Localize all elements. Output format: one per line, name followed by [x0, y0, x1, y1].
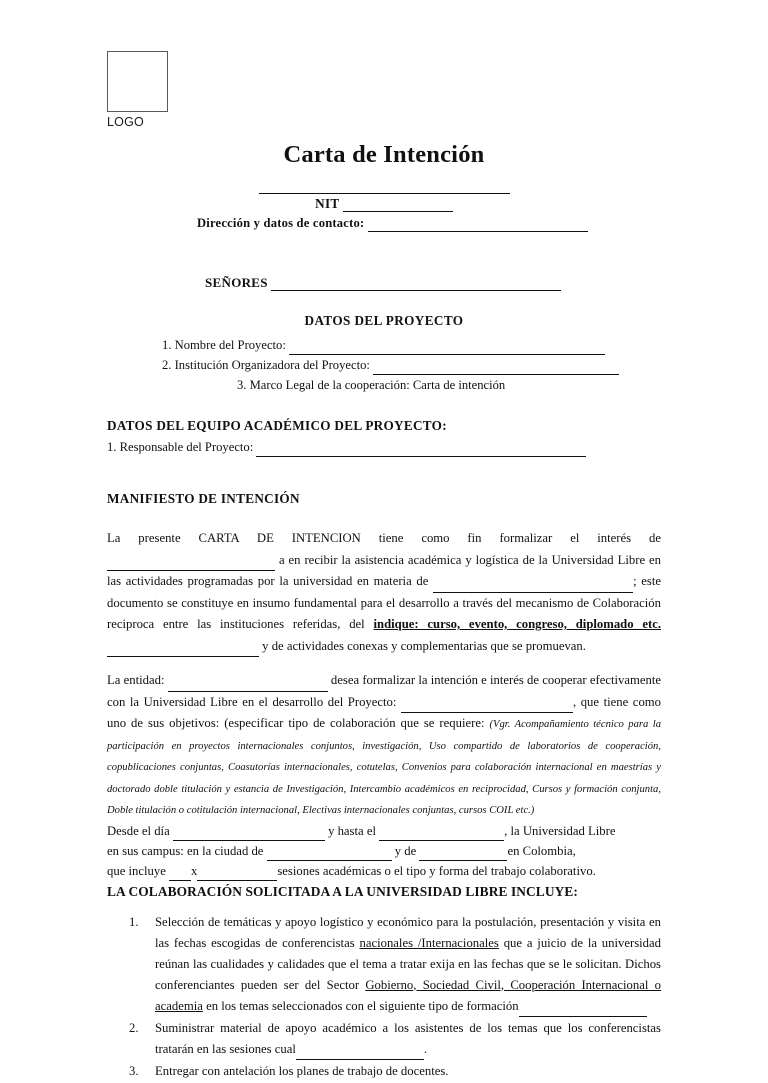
responsable-label: 1. Responsable del Proyecto:: [107, 440, 254, 454]
date-end-blank[interactable]: [379, 828, 504, 841]
par2-part1: La entidad:: [107, 673, 165, 687]
document-content: [107, 140, 661, 1083]
project-name-blank[interactable]: [289, 342, 605, 355]
dates-line3-x: x: [191, 863, 198, 878]
responsable-row: [107, 438, 661, 457]
city-1-blank[interactable]: [267, 848, 392, 861]
nit-label: NIT: [315, 196, 340, 211]
direccion-blank[interactable]: [368, 219, 588, 232]
nit-blank[interactable]: [343, 199, 453, 212]
par1-blank-2[interactable]: [433, 580, 633, 593]
par1-part2: a en recibir la asistencia académica y logística de la Universidad Libre en las actividades programadas por la universidad en materia de: [107, 552, 662, 588]
dates-block: [107, 821, 661, 881]
logo-placeholder: [107, 51, 237, 129]
req1-text-c: en los temas seleccionados con el siguiente tipo de formación: [206, 998, 519, 1013]
paragraph-entidad: [107, 670, 661, 821]
equipo-academico-heading: DATOS DEL EQUIPO ACADÉMICO DEL PROYECTO:: [107, 418, 447, 433]
par2-entidad-blank[interactable]: [168, 679, 328, 692]
req1-underline-a: nacionales /Internacionales: [359, 935, 499, 950]
req1-text-b: que a juicio de la universidad reúnan las cualidades y calidades que el tema a tratar exija en las fechas que se le solicitan. Dichos conferenciantes pueden ser del Sector: [155, 935, 661, 992]
sessions-blank-pre[interactable]: [169, 868, 191, 881]
project-item-3-number: 3.: [237, 378, 247, 392]
dates-line1-a: Desde el día: [107, 823, 170, 838]
dates-line3-a: que incluye: [107, 863, 166, 878]
logo-label: LOGO: [107, 115, 144, 129]
project-item-1: [107, 336, 661, 355]
req3-text-a: Entregar con antelación los planes de trabajo de docentes.: [155, 1063, 449, 1078]
project-item-3-label: Marco Legal de la cooperación: Carta de intención: [249, 378, 506, 392]
project-item-2-number: 2.: [162, 358, 172, 372]
req2-sesiones-blank[interactable]: [296, 1047, 424, 1060]
par2-part2: desea formalizar la intención e interés de cooperar efectivamente con la Universidad Libre en el desarrollo del Proyecto:: [107, 673, 661, 709]
entity-name-blank[interactable]: [259, 192, 510, 194]
dates-line-2: [107, 841, 661, 861]
sessions-blank-post[interactable]: [197, 868, 277, 881]
dates-line-1: [107, 821, 661, 841]
date-start-blank[interactable]: [173, 828, 325, 841]
par1-blank-3[interactable]: [107, 644, 259, 657]
req1-underline-b: Gobierno, Sociedad Civil, Cooperación Internacional o academia: [155, 977, 662, 1013]
project-item-1-number: 1.: [162, 338, 172, 352]
list-item: [107, 912, 661, 1017]
city-2-blank[interactable]: [419, 848, 507, 861]
dates-line2-a: en sus campus: en la ciudad de: [107, 843, 264, 858]
responsable-blank[interactable]: [256, 444, 586, 457]
datos-proyecto-heading: DATOS DEL PROYECTO: [304, 313, 464, 328]
par1-part3: ; este documento se constituye en insumo fundamental para el desarrollo a través del mecanismo de Colaboración reciproca entre las instituciones referidas, del: [107, 574, 661, 631]
senores-label: SEÑORES: [205, 275, 268, 290]
project-item-3: [107, 376, 661, 395]
dates-line2-b: y de: [394, 843, 417, 858]
list-item: [107, 1061, 661, 1082]
par1-part1: La presente CARTA DE INTENCION tiene como fin formalizar el interés de: [107, 531, 661, 545]
dates-line2-c: en Colombia,: [507, 843, 576, 858]
page-title: Carta de Intención: [283, 141, 485, 168]
dates-line3-b: sesiones académicas o el tipo y forma del trabajo colaborativo.: [277, 863, 596, 878]
senores-row: [107, 274, 661, 291]
par1-blank-1[interactable]: [107, 558, 275, 571]
italic-collaboration-examples: (Vgr. Acompañamiento técnico para la participación en proyectos internacionales conjuntos, investigación, Uso compartido de laboratorios de cooperación, copublicaciones conjuntas, Coasutorías internacionales, cotutelas, Convenios para colaboración internacional en maestrías y doctorado doble titulación y estancia de Investigación, Intercambio académicos en reciprocidad, Cursos y formación conjunta, Doble titulación o cotitulación internacional, Electivas internacionales conjuntas, cursos COIL etc.): [107, 719, 661, 816]
direccion-label: Dirección y datos de contacto:: [197, 216, 365, 230]
project-item-2: [107, 356, 661, 375]
req1-formacion-blank[interactable]: [519, 1004, 647, 1017]
par1-bold-indique: indique: curso, evento, congreso, diplomado etc.: [373, 617, 662, 631]
dates-line-3: [107, 861, 661, 881]
requirements-list: [107, 912, 661, 1082]
senores-blank[interactable]: [271, 278, 561, 291]
req2-text-c: .: [423, 1041, 428, 1056]
project-item-2-label: Institución Organizadora del Proyecto:: [174, 358, 370, 372]
direccion-row: [107, 215, 661, 232]
req1-text-a: Selección de temáticas y apoyo logístico y económico para la postulación, presentación y visita en las fechas escogidas de conferencistas: [155, 914, 661, 950]
nit-row: [107, 195, 661, 212]
par2-proyecto-blank[interactable]: [401, 700, 573, 713]
project-item-1-label: Nombre del Proyecto:: [174, 338, 286, 352]
paragraph-intencion: [107, 528, 661, 657]
logo-box-icon: [107, 51, 168, 112]
par2-part3: , que tiene como uno de sus objetivos: (especificar tipo de colaboración que se requiere:: [107, 694, 661, 730]
entity-name-rule: [107, 176, 661, 194]
req2-text-a: Suministrar material de apoyo académico a los asistentes de los temas que los conferencistas tratarán en las sesiones cual: [155, 1020, 661, 1056]
manifiesto-heading: MANIFIESTO DE INTENCIÓN: [107, 491, 300, 506]
par1-part4: y de actividades conexas y complementarias que se promuevan.: [262, 638, 586, 653]
dates-line1-b: y hasta el: [328, 823, 376, 838]
project-institution-blank[interactable]: [373, 362, 619, 375]
dates-line1-c: , la Universidad Libre: [504, 823, 616, 838]
colaboracion-heading: LA COLABORACIÓN SOLICITADA A LA UNIVERSIDAD LIBRE INCLUYE:: [107, 883, 578, 899]
